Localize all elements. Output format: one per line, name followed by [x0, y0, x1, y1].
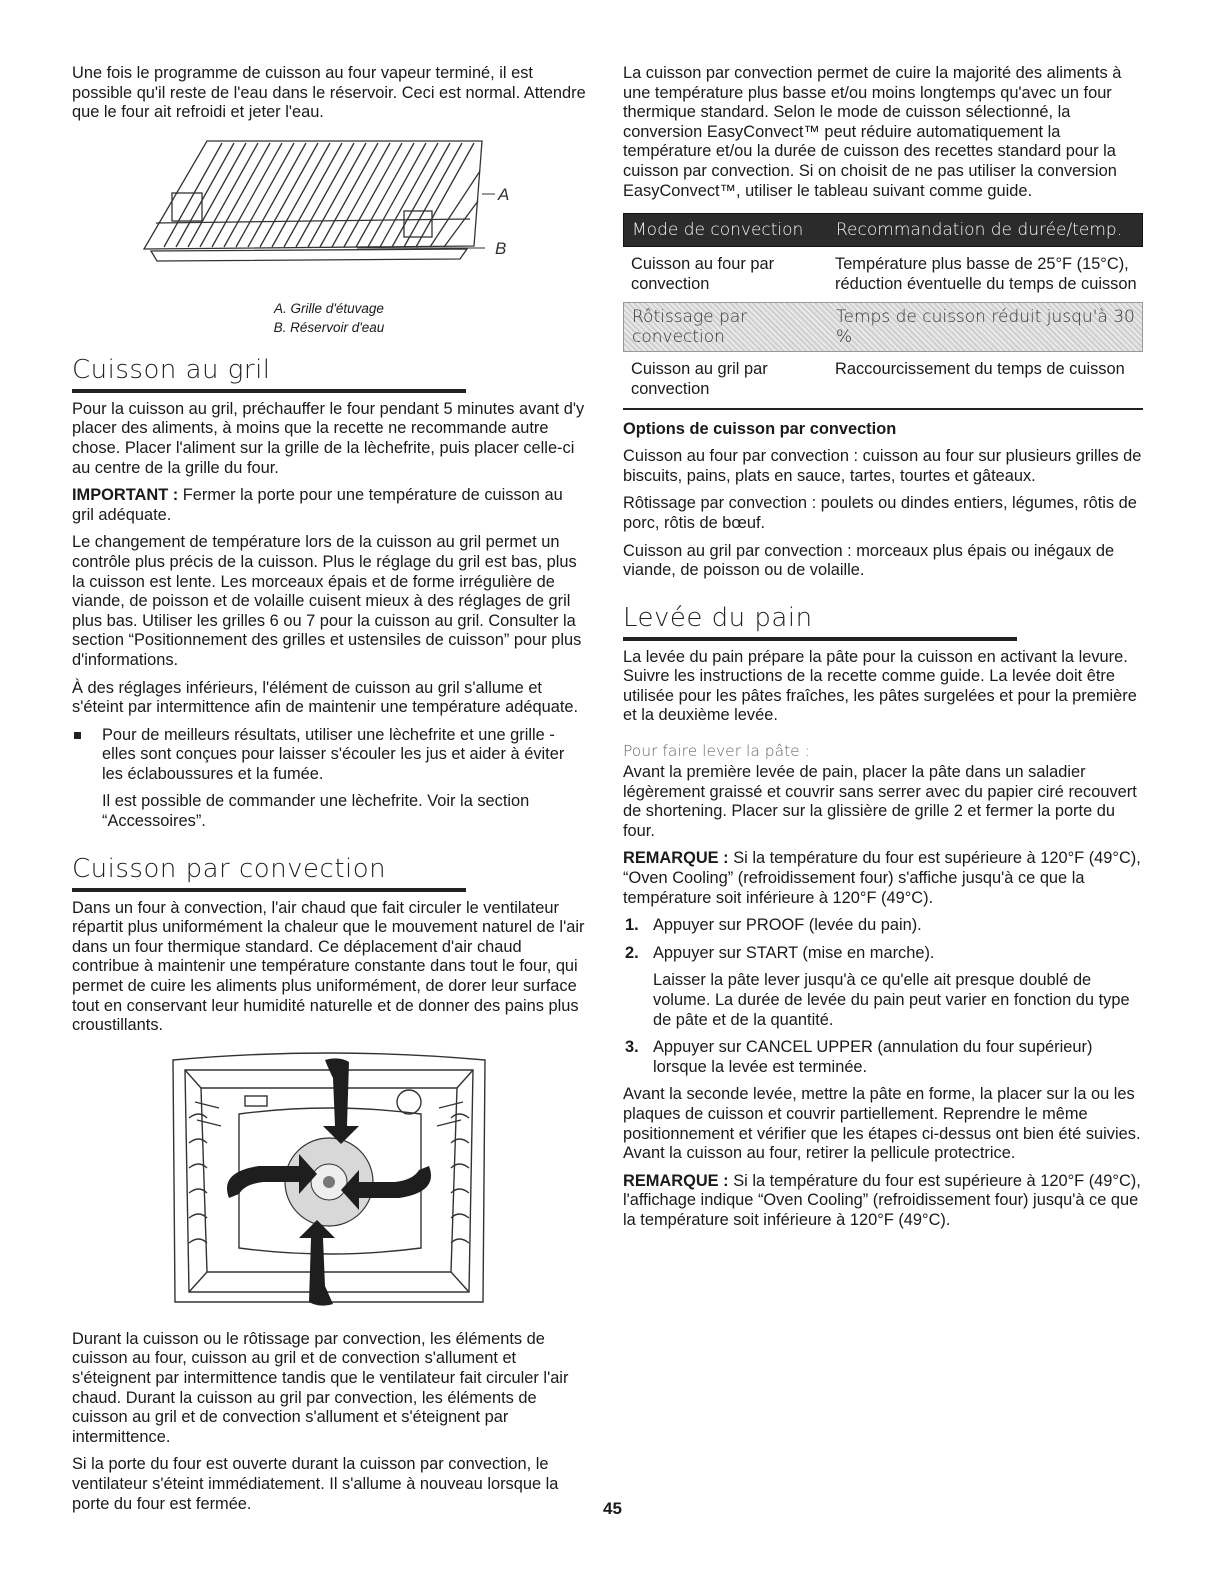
convection-oven-figure: [72, 1048, 586, 1316]
important-label: IMPORTANT :: [72, 486, 179, 505]
remark-label: REMARQUE :: [623, 1171, 729, 1190]
bullet-square-icon: [74, 732, 81, 739]
page-number: 45: [603, 1499, 622, 1518]
row-recommendation: Temps de cuisson réduit jusqu'à 30 %: [836, 307, 1135, 348]
row-mode: Rôtissage par convection: [632, 307, 748, 348]
label-b: B: [495, 238, 507, 258]
remark-text: Si la température du four est supérieure à 120°F (49°C), “Oven Cooling” (refroidissement four) s'affiche jusqu'à ce que la température soit inférieure à 120°F (49°C).: [623, 849, 1141, 907]
proof-subheading: Pour faire lever la pâte :: [623, 742, 810, 761]
proof-remark-1: [623, 849, 1143, 908]
remark-text: Si la température du four est supérieure à 120°F (49°C), l'affichage indique “Oven Cooling” (refroidissement four) jusqu'à ce que la température soit inférieure à 120°F (49°C).: [623, 1171, 1141, 1229]
step-number: 3.: [625, 1038, 639, 1057]
steam-rack-figure: [72, 131, 586, 291]
remark-label: REMARQUE :: [623, 849, 729, 868]
convection-paragraph-3: Si la porte du four est ouverte durant la cuisson par convection, le ventilateur s'éteint immédiatement. Il s'allume à nouveau lorsque la porte du four est fermée.: [72, 1455, 559, 1513]
caption-b: B. Réservoir d'eau: [273, 319, 385, 335]
broil-title-rule: [72, 389, 466, 393]
step-text: Appuyer sur PROOF (levée du pain).: [653, 916, 922, 935]
proof-remark-2: [623, 1172, 1143, 1231]
proof-paragraph-3: Avant la seconde levée, mettre la pâte en forme, la placer sur la ou les plaques de cuisson et couvrir partiellement. Reprendre le même positionnement et vérifier que les étapes ci-dessus ont bien été suivies. Avant la cuisson au four, retirer la pellicule protectrice.: [623, 1085, 1141, 1163]
table-row-shaded: [623, 302, 1143, 352]
step-number: 2.: [625, 943, 639, 962]
convection-paragraph-1: Dans un four à convection, l'air chaud que fait circuler le ventilateur répartit plus uniformément la chaleur que le mouvement naturel de l'air dans un four thermique standard. Ce déplacement d'air chaud contribue à maintenir une température constante dans tout le four, qui permet de cuire les aliments plus uniformément, de dorer leur surface tout en conservant leur humidité naturelle et de donner des pains plus croustillants.: [72, 898, 585, 1035]
convection-section-title: Cuisson par convection: [72, 853, 387, 884]
row-recommendation: Température plus basse de 25°F (15°C), réduction éventuelle du temps de cuisson: [835, 255, 1137, 293]
broil-section-title: Cuisson au gril: [72, 354, 271, 385]
important-text: Fermer la porte pour une température de cuisson au gril adéquate.: [72, 486, 563, 524]
steam-rack-illustration: [72, 131, 586, 291]
options-heading: Options de cuisson par convection: [623, 419, 897, 438]
proof-step-3: [623, 1038, 1143, 1077]
broil-paragraph-3: À des réglages inférieurs, l'élément de cuisson au gril s'allume et s'éteint par intermittence afin de maintenir une température adéquate.: [72, 678, 579, 717]
convection-table: [623, 213, 1143, 409]
proof-step-2-note: Laisser la pâte lever jusqu'à ce qu'elle ait presque doublé de volume. La durée de levée du pain peut varier en fonction du type de pâte et de la quantité.: [653, 971, 1130, 1029]
caption-a: A. Grille d'étuvage: [274, 300, 384, 316]
table-bottom-rule: [623, 408, 1143, 410]
step-text: Appuyer sur CANCEL UPPER (annulation du four supérieur) lorsque la levée est terminée.: [653, 1038, 1093, 1076]
broil-bullet: [72, 726, 586, 785]
proof-step-1: [623, 916, 1143, 936]
options-paragraph-1: Cuisson au four par convection : cuisson au four sur plusieurs grilles de biscuits, pains, plats en sauce, tartes, tourtes et gâteaux.: [623, 447, 1142, 485]
broil-bullet-note: Il est possible de commander une lèchefrite. Voir la section “Accessoires”.: [102, 792, 530, 831]
step-number: 1.: [625, 916, 639, 935]
step-text: Appuyer sur START (mise en marche).: [653, 943, 935, 962]
header-mode: Mode de convection: [632, 220, 804, 241]
steam-intro: Une fois le programme de cuisson au four vapeur terminé, il est possible qu'il reste de l'eau dans le réservoir. Ceci est normal. Attendre que le four ait refroidi et jeter l'eau.: [72, 64, 586, 122]
broil-important: [72, 486, 586, 525]
convection-paragraph-2: Durant la cuisson ou le rôtissage par convection, les éléments de cuisson au four, cuisson au gril et de convection s'allument et s'éteignent par intermittence tandis que le ventilateur fait circuler l'air chaud. Durant la cuisson au gril par convection, les éléments de cuisson au gril et de convection s'allument et s'éteignent par intermittence.: [72, 1329, 569, 1446]
table-row: [623, 247, 1143, 302]
table-header: [623, 213, 1143, 247]
proof-title-rule: [623, 637, 1017, 641]
convection-oven-illustration: [159, 1048, 499, 1316]
row-mode: Cuisson au gril par convection: [631, 360, 768, 398]
table-row: [623, 352, 1143, 407]
convection-intro: La cuisson par convection permet de cuire la majorité des aliments à une température plus basse et/ou moins longtemps qu'avec un four thermique standard. Selon le mode de cuisson sélectionné, la conversion EasyConvect™ peut réduire automatiquement la température et/ou la durée de cuisson des recettes standard pour la cuisson par convection. Si on choisit de ne pas utiliser la conversion EasyConvect™, utiliser le tableau suivant comme guide.: [623, 64, 1122, 200]
header-recommendation: Recommandation de durée/temp.: [836, 220, 1123, 241]
broil-bullet-text: Pour de meilleurs résultats, utiliser une lèchefrite et une grille - elles sont conçues pour laisser s'écouler les jus et aider à éviter les éclaboussures et la fumée.: [102, 725, 565, 783]
broil-paragraph-2: Le changement de température lors de la cuisson au gril permet un contrôle plus précis de la cuisson. Plus le réglage du gril est bas, plus la cuisson est lente. Les morceaux épais et de forme irrégulière de viande, de poisson et de volaille cuisent mieux à des réglages de gril plus bas. Utiliser les grilles 6 ou 7 pour la cuisson au gril. Consulter la section “Positionnement des grilles et ustensiles de cuisson” pour plus d'informations.: [72, 533, 582, 669]
proof-section-title: Levée du pain: [623, 602, 813, 633]
options-paragraph-3: Cuisson au gril par convection : morceaux plus épais ou inégaux de viande, de poisson ou de volaille.: [623, 541, 1115, 580]
right-column: [623, 64, 1143, 1239]
left-column: [72, 64, 586, 1522]
broil-paragraph-1: Pour la cuisson au gril, préchauffer le four pendant 5 minutes avant d'y placer des aliments, à moins que la recette ne recommande autre chose. Placer l'aliment sur la grille de la lèchefrite, puis placer celle-ci au centre de la grille du four.: [72, 399, 585, 477]
options-paragraph-2: Rôtissage par convection : poulets ou dindes entiers, légumes, rôtis de porc, rôtis de bœuf.: [623, 494, 1137, 532]
row-recommendation: Raccourcissement du temps de cuisson: [835, 360, 1125, 379]
label-a: A: [498, 184, 510, 204]
convection-title-rule: [72, 888, 466, 892]
proof-paragraph-2: Avant la première levée de pain, placer la pâte dans un saladier légèrement graissé et couvrir sans serrer avec du papier ciré recouvert de shortening. Placer sur la glissière de grille 2 et fermer la porte du four.: [623, 763, 1137, 840]
row-mode: Cuisson au four par convection: [631, 255, 775, 293]
proof-paragraph-1: La levée du pain prépare la pâte pour la cuisson en activant la levure. Suivre les instructions de la recette comme guide. La levée doit être utilisée pour les pâtes fraîches, les pâtes surgelées et pour la première et la deuxième levée.: [623, 647, 1137, 725]
proof-step-2: [623, 944, 1143, 964]
